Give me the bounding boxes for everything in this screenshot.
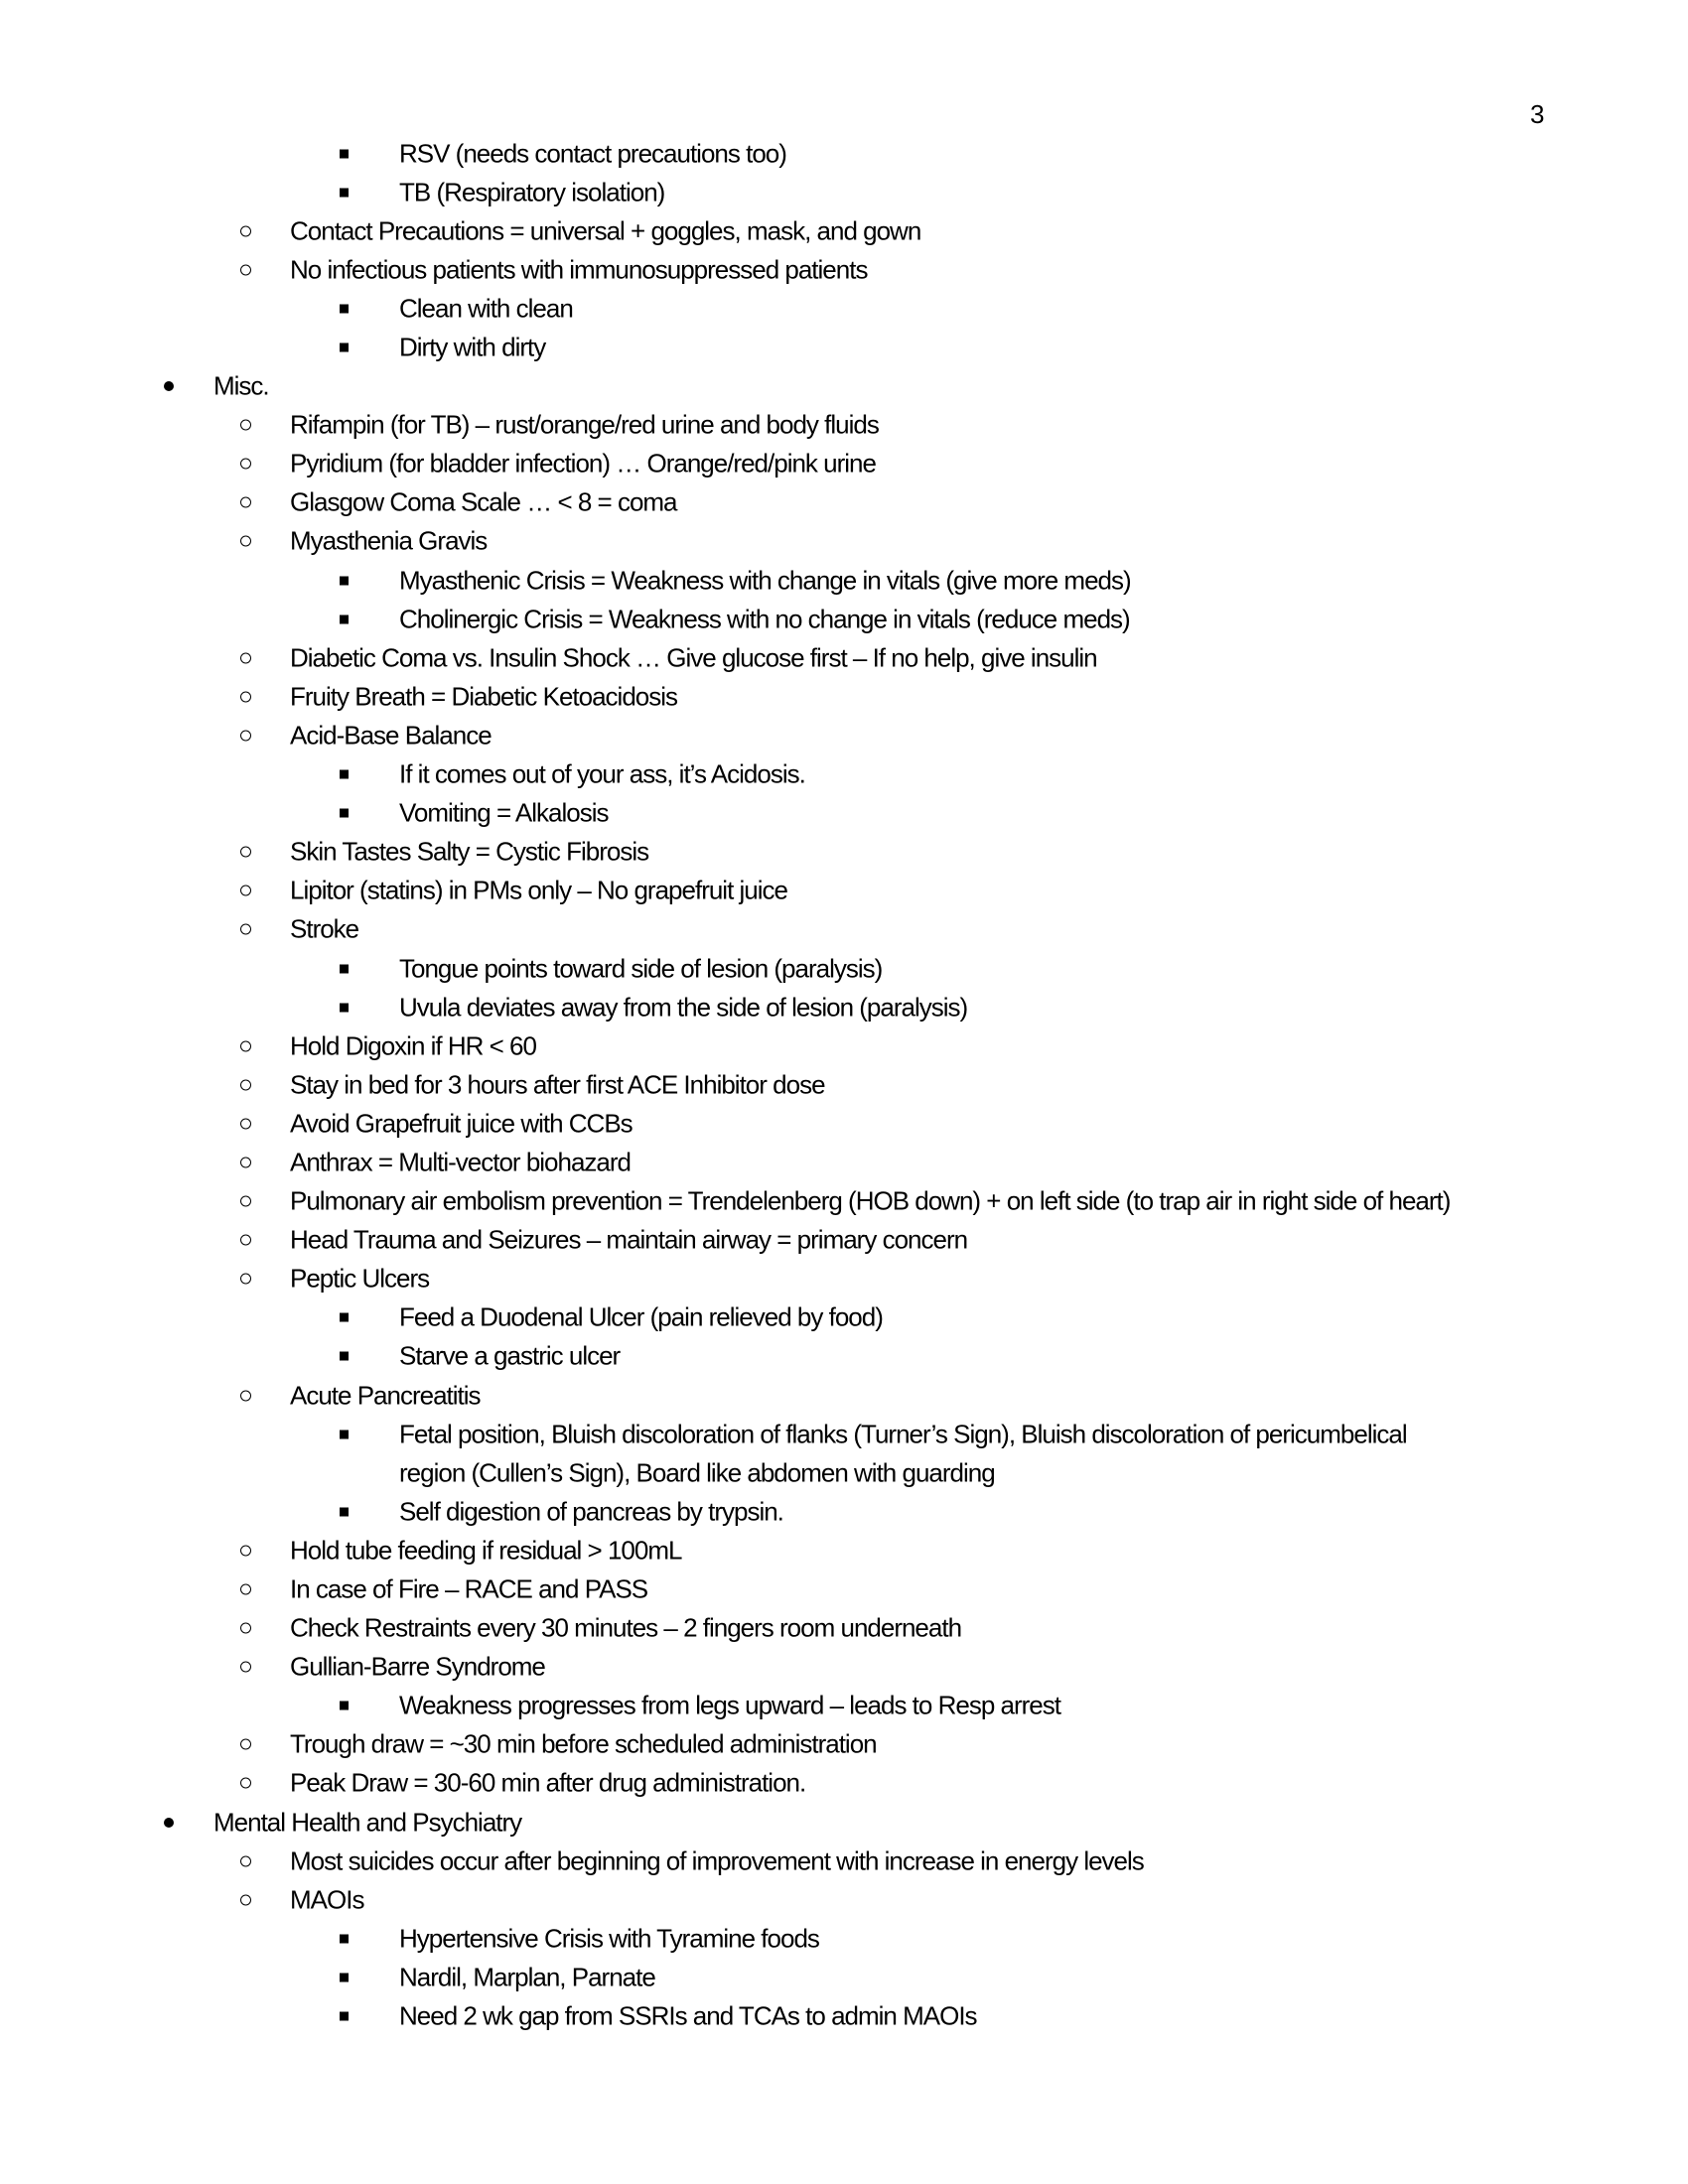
bullet-circle-icon <box>240 1079 251 1090</box>
list-item-text: Pulmonary air embolism prevention = Trendelenberg (HOB down) + on left side (to trap air in right side of heart) <box>290 1185 1451 1216</box>
bullet-circle-icon <box>240 1390 251 1401</box>
list-item <box>0 1026 1688 1065</box>
list-item <box>0 1298 1688 1337</box>
list-item-text: Diabetic Coma vs. Insulin Shock … Give glucose first – If no help, give insulin <box>290 642 1097 673</box>
list-item-text: Trough draw = ~30 min before scheduled administration <box>290 1728 877 1759</box>
list-item-text: Cholinergic Crisis = Weakness with no change in vitals (reduce meds) <box>399 604 1130 634</box>
list-item <box>0 600 1688 638</box>
list-item-text: Stay in bed for 3 hours after first ACE Inhibitor dose <box>290 1069 825 1100</box>
list-item-text: Head Trauma and Seizures – maintain airway = primary concern <box>290 1224 968 1255</box>
bullet-circle-icon <box>240 1196 251 1207</box>
list-item <box>0 522 1688 561</box>
list-item <box>0 1143 1688 1181</box>
list-item <box>0 211 1688 250</box>
list-item <box>0 1609 1688 1648</box>
list-item-text: Peak Draw = 30-60 min after drug administration. <box>290 1767 806 1798</box>
list-item-text: Dirty with dirty <box>399 332 546 362</box>
list-item-text: Acid-Base Balance <box>290 720 492 751</box>
bullet-circle-icon <box>240 1623 251 1634</box>
bullet-circle-icon <box>240 652 251 663</box>
list-item-text: Lipitor (statins) in PMs only – No grapefruit juice <box>290 875 788 905</box>
list-item-text: TB (Respiratory isolation) <box>399 177 665 207</box>
bullet-circle-icon <box>240 1584 251 1595</box>
list-item <box>0 988 1688 1026</box>
bullet-square-icon <box>340 1507 349 1516</box>
list-item-text: Vomiting = Alkalosis <box>399 797 609 828</box>
bullet-square-icon <box>340 1003 349 1012</box>
bullet-circle-icon <box>240 459 251 470</box>
list-item <box>0 872 1688 910</box>
list-item-text: Peptic Ulcers <box>290 1263 430 1294</box>
list-item-text: Misc. <box>213 370 269 401</box>
list-item <box>0 1687 1688 1725</box>
list-item-text: Hold Digoxin if HR < 60 <box>290 1030 536 1061</box>
bullet-circle-icon <box>240 1545 251 1556</box>
list-item <box>0 250 1688 289</box>
notes-list <box>0 134 1688 2036</box>
list-item <box>0 1919 1688 1958</box>
list-item-text: Avoid Grapefruit juice with CCBs <box>290 1108 633 1139</box>
list-item <box>0 1570 1688 1608</box>
list-item <box>0 1415 1688 1453</box>
bullet-circle-icon <box>240 1739 251 1750</box>
list-item-text: Myasthenic Crisis = Weakness with change in vitals (give more meds) <box>399 565 1131 596</box>
list-item <box>0 1880 1688 1919</box>
bullet-square-icon <box>340 1934 349 1943</box>
list-item <box>0 406 1688 445</box>
bullet-circle-icon <box>240 497 251 508</box>
bullet-square-icon <box>340 188 349 197</box>
bullet-square-icon <box>340 1973 349 1981</box>
bullet-circle-icon <box>240 264 251 275</box>
list-item-text: Acute Pancreatitis <box>290 1380 481 1411</box>
bullet-square-icon <box>340 576 349 585</box>
list-item-text: Pyridium (for bladder infection) … Orange/red/pink urine <box>290 448 876 478</box>
list-item-text: No infectious patients with immunosuppressed patients <box>290 254 868 285</box>
list-item <box>0 445 1688 483</box>
list-item-text: Hold tube feeding if residual > 100mL <box>290 1535 682 1566</box>
list-item-text: Gullian-Barre Syndrome <box>290 1651 545 1682</box>
list-item-text: Check Restraints every 30 minutes – 2 fingers room underneath <box>290 1612 962 1643</box>
bullet-circle-icon <box>240 1855 251 1866</box>
bullet-square-icon <box>340 343 349 352</box>
list-item <box>0 1221 1688 1260</box>
list-item-text: Fetal position, Bluish discoloration of flanks (Turner’s Sign), Bluish discoloration of pericumbelical <box>399 1419 1407 1449</box>
list-item-text: Stroke <box>290 913 359 944</box>
bullet-square-icon <box>340 809 349 818</box>
list-item-text: In case of Fire – RACE and PASS <box>290 1573 648 1604</box>
bullet-circle-icon <box>240 1235 251 1246</box>
bullet-circle-icon <box>240 1274 251 1285</box>
page-number: 3 <box>1530 99 1544 129</box>
list-item-text: Anthrax = Multi-vector biohazard <box>290 1147 632 1177</box>
list-item <box>0 755 1688 794</box>
list-item-text: Weakness progresses from legs upward – leads to Resp arrest <box>399 1690 1060 1720</box>
list-item-text: Feed a Duodenal Ulcer (pain relieved by food) <box>399 1301 883 1332</box>
list-item <box>0 367 1688 406</box>
bullet-square-icon <box>340 1352 349 1361</box>
list-item <box>0 949 1688 988</box>
list-item <box>0 289 1688 328</box>
list-item-text: Hypertensive Crisis with Tyramine foods <box>399 1923 819 1954</box>
list-item <box>0 1492 1688 1531</box>
bullet-square-icon <box>340 1313 349 1322</box>
list-item <box>0 1648 1688 1687</box>
bullet-square-icon <box>340 1430 349 1438</box>
bullet-circle-icon <box>240 1157 251 1167</box>
list-item <box>0 833 1688 872</box>
bullet-disc-icon <box>164 1818 174 1828</box>
list-item-text: Nardil, Marplan, Parnate <box>399 1962 655 1992</box>
list-item-text: Tongue points toward side of lesion (paralysis) <box>399 953 883 984</box>
bullet-circle-icon <box>240 847 251 858</box>
list-item-text: Rifampin (for TB) – rust/orange/red urine and body fluids <box>290 409 879 440</box>
list-item-text: Mental Health and Psychiatry <box>213 1807 522 1838</box>
bullet-circle-icon <box>240 1040 251 1051</box>
list-item <box>0 1531 1688 1570</box>
list-item <box>0 1376 1688 1415</box>
bullet-circle-icon <box>240 420 251 431</box>
bullet-square-icon <box>340 2012 349 2021</box>
list-item-text: Most suicides occur after beginning of improvement with increase in energy levels <box>290 1845 1144 1876</box>
list-item-text: region (Cullen’s Sign), Board like abdomen with guarding <box>399 1457 995 1488</box>
bullet-square-icon <box>340 304 349 313</box>
list-item-text: If it comes out of your ass, it’s Acidosis. <box>399 758 805 789</box>
list-item-text: Uvula deviates away from the side of lesion (paralysis) <box>399 992 968 1023</box>
list-item <box>0 716 1688 754</box>
bullet-square-icon <box>340 964 349 973</box>
list-item-text: Need 2 wk gap from SSRIs and TCAs to admin MAOIs <box>399 2000 977 2031</box>
list-item <box>0 328 1688 366</box>
list-item <box>0 483 1688 522</box>
list-item-text: Myasthenia Gravis <box>290 525 488 556</box>
bullet-square-icon <box>340 149 349 158</box>
list-item-text: Starve a gastric ulcer <box>399 1340 621 1371</box>
list-item <box>0 1725 1688 1764</box>
bullet-circle-icon <box>240 886 251 896</box>
list-item <box>0 1842 1688 1880</box>
list-item <box>0 173 1688 211</box>
bullet-circle-icon <box>240 730 251 741</box>
list-item <box>0 1958 1688 1996</box>
list-item <box>0 1453 1688 1492</box>
list-item-text: Self digestion of pancreas by trypsin. <box>399 1496 783 1527</box>
list-item <box>0 1260 1688 1298</box>
list-item <box>0 638 1688 677</box>
bullet-square-icon <box>340 1702 349 1710</box>
list-item <box>0 677 1688 716</box>
list-item-text: Contact Precautions = universal + goggles, mask, and gown <box>290 215 921 246</box>
bullet-circle-icon <box>240 536 251 547</box>
list-item <box>0 1764 1688 1803</box>
list-item-text: Skin Tastes Salty = Cystic Fibrosis <box>290 836 649 867</box>
list-item <box>0 561 1688 600</box>
list-item <box>0 1104 1688 1143</box>
list-item <box>0 794 1688 833</box>
bullet-circle-icon <box>240 691 251 702</box>
bullet-circle-icon <box>240 1894 251 1905</box>
bullet-circle-icon <box>240 1118 251 1129</box>
bullet-circle-icon <box>240 1662 251 1673</box>
list-item-text: Glasgow Coma Scale … < 8 = coma <box>290 486 677 517</box>
list-item <box>0 1997 1688 2036</box>
bullet-circle-icon <box>240 924 251 935</box>
list-item-text: Fruity Breath = Diabetic Ketoacidosis <box>290 681 678 712</box>
list-item-text: MAOIs <box>290 1884 364 1915</box>
list-item <box>0 134 1688 173</box>
bullet-circle-icon <box>240 1778 251 1789</box>
list-item-text: RSV (needs contact precautions too) <box>399 138 786 169</box>
list-item <box>0 910 1688 949</box>
bullet-square-icon <box>340 770 349 779</box>
list-item <box>0 1337 1688 1376</box>
list-item <box>0 1182 1688 1221</box>
list-item <box>0 1065 1688 1104</box>
list-item <box>0 1803 1688 1842</box>
bullet-square-icon <box>340 614 349 623</box>
bullet-circle-icon <box>240 225 251 236</box>
list-item-text: Clean with clean <box>399 293 573 324</box>
bullet-disc-icon <box>164 381 174 391</box>
